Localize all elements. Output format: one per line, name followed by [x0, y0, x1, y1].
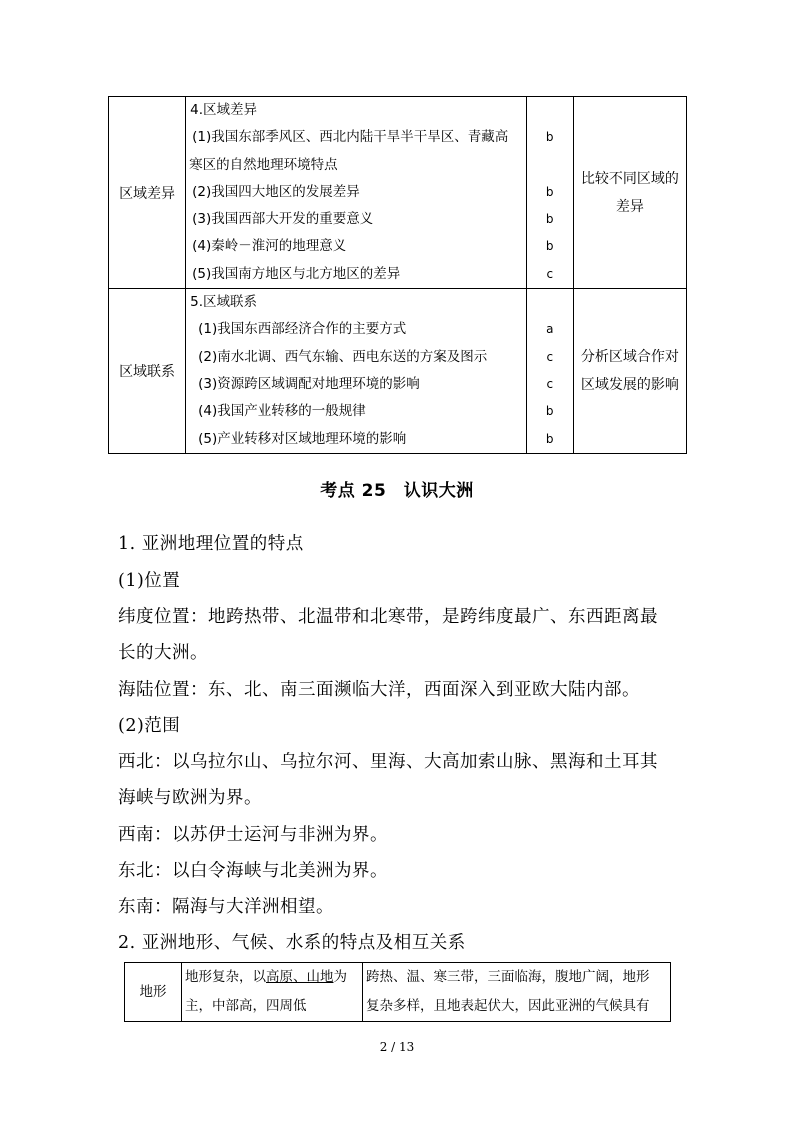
level-value: b: [545, 212, 554, 227]
level-value: b: [545, 431, 554, 446]
paragraph: 西北：以乌拉尔山、乌拉尔河、里海、大高加索山脉、黑海和土耳其: [118, 752, 658, 772]
level-value: c: [546, 266, 554, 281]
content-cell: [186, 289, 527, 454]
paragraph: (2)范围: [118, 716, 181, 736]
category-cell: 区域差异: [109, 97, 186, 289]
list-item: (5)产业转移对区域地理环境的影响: [198, 430, 407, 447]
paragraph: 长的大洲。: [118, 643, 208, 663]
paragraph: 1. 亚洲地理位置的特点: [118, 534, 304, 554]
section-title: 考点 25 认识大洲: [320, 481, 474, 501]
requirement-line: 分析区域合作对: [580, 348, 679, 365]
section-heading: 5.区域联系: [190, 294, 258, 311]
relation-cell: [363, 963, 671, 1022]
feature-cell: [182, 963, 363, 1022]
feature-text: 地形复杂，以: [185, 969, 266, 985]
requirement-line: 比较不同区域的: [580, 170, 679, 187]
feature-line: [185, 963, 359, 992]
page-number: 2 / 13: [379, 1040, 415, 1054]
table-row: [125, 963, 671, 1022]
level-value: b: [545, 404, 554, 419]
category-cell: 区域联系: [109, 289, 186, 454]
level-value: [527, 97, 573, 124]
list-item: 寒区的自然地理环境特点: [189, 156, 338, 173]
level-cell: [526, 97, 573, 289]
asia-features-table: [124, 962, 671, 1022]
content-cell: [186, 97, 527, 289]
list-item: (1)我国东部季风区、西北内陆干旱半干旱区、青藏高: [192, 129, 509, 146]
paragraph: 海峡与欧洲为界。: [118, 788, 262, 808]
paragraph: 2. 亚洲地形、气候、水系的特点及相互关系: [118, 933, 466, 953]
level-cell: [526, 289, 573, 454]
requirement-line: 差异: [615, 198, 644, 215]
level-value: c: [546, 349, 554, 364]
curriculum-table: [108, 96, 687, 454]
list-item: (4)我国产业转移的一般规律: [198, 403, 366, 420]
list-item: (2)我国四大地区的发展差异: [192, 183, 360, 200]
paragraph: 纬度位置：地跨热带、北温带和北寒带，是跨纬度最广、东西距离最: [118, 607, 658, 627]
feature-text: 为: [333, 969, 347, 985]
level-value: b: [545, 184, 554, 199]
paragraph: 东北：以白令海峡与北美洲为界。: [118, 861, 388, 881]
requirement-line: 区域发展的影响: [580, 376, 679, 393]
level-value: [527, 152, 573, 179]
level-value: b: [545, 130, 554, 145]
list-item: (4)秦岭－淮河的地理意义: [192, 238, 347, 255]
relation-line: 跨热、温、寒三带，三面临海，腹地广阔，地形: [366, 969, 650, 985]
feature-underlined-text: 高原、山地: [266, 969, 334, 985]
label-cell: 地形: [125, 963, 182, 1022]
feature-line: 主，中部高，四周低: [185, 998, 307, 1014]
level-value: b: [545, 239, 554, 254]
section-heading: 4.区域差异: [190, 102, 258, 118]
list-item: (3)我国西部大开发的重要意义: [192, 211, 374, 228]
paragraph: 西南：以苏伊士运河与非洲为界。: [118, 825, 388, 845]
list-item: (5)我国南方地区与北方地区的差异: [192, 265, 401, 282]
level-value: c: [546, 376, 554, 391]
requirement-cell: [573, 97, 686, 289]
requirement-cell: [573, 289, 686, 454]
list-item: (1)我国东西部经济合作的主要方式: [198, 321, 407, 338]
table-row: [109, 97, 687, 289]
table-row: [109, 289, 687, 454]
paragraph: 东南：隔海与大洋洲相望。: [118, 897, 334, 917]
relation-line: 复杂多样，且地表起伏大，因此亚洲的气候具有: [366, 998, 650, 1014]
level-value: [527, 289, 573, 316]
level-value: a: [546, 322, 554, 337]
list-item: (3)资源跨区域调配对地理环境的影响: [198, 375, 420, 392]
paragraph: (1)位置: [118, 571, 181, 591]
list-item: (2)南水北调、西气东输、西电东送的方案及图示: [198, 348, 488, 365]
paragraph: 海陆位置：东、北、南三面濒临大洋，西面深入到亚欧大陆内部。: [118, 680, 640, 700]
